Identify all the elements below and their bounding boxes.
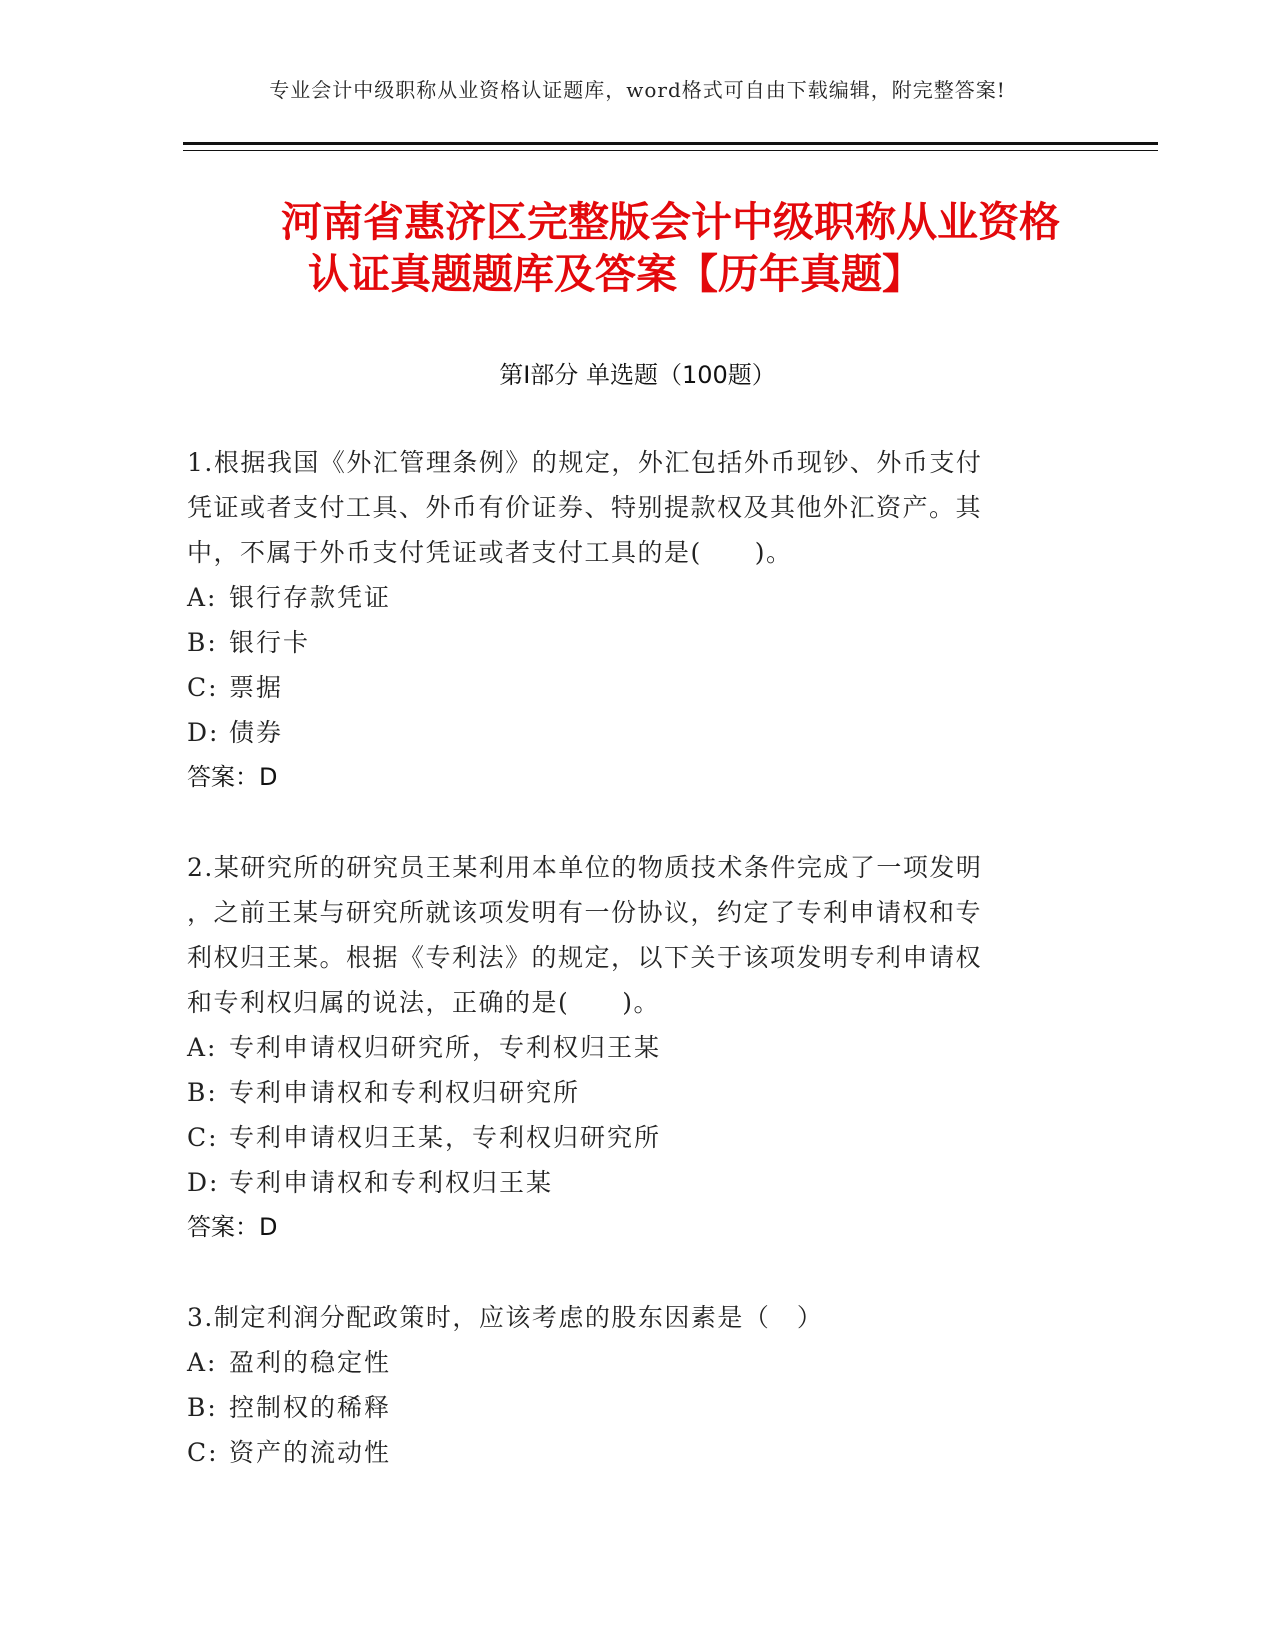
- option-text: 专利申请权和专利权归王某: [229, 1168, 554, 1197]
- option-letter: A:: [187, 1348, 218, 1377]
- option-letter: C:: [187, 1123, 219, 1152]
- question-2-line-4: 和专利权归属的说法，正确的是( )。: [187, 988, 661, 1017]
- question-1: [187, 440, 1067, 800]
- question-2-option-a: [187, 1025, 1067, 1070]
- option-letter: B:: [187, 1393, 218, 1422]
- header-rule-thick: [183, 142, 1158, 145]
- question-1-option-c: [187, 665, 1067, 710]
- option-text: 专利申请权归研究所，专利权归王某: [229, 1033, 662, 1062]
- question-3: [187, 1295, 1067, 1475]
- question-1-line-2: 凭证或者支付工具、外币有价证券、特别提款权及其他外汇资产。其: [187, 493, 983, 522]
- question-2-line-2: ，之前王某与研究所就该项发明有一份协议，约定了专利申请权和专: [187, 898, 983, 927]
- question-1-line-3: 中，不属于外币支付凭证或者支付工具的是( )。: [187, 538, 793, 567]
- question-1-line-1: 1.根据我国《外汇管理条例》的规定，外汇包括外币现钞、外币支付: [187, 448, 983, 477]
- option-text: 债券: [229, 718, 284, 747]
- option-letter: B:: [187, 628, 218, 657]
- document-title: [183, 196, 1158, 300]
- option-text: 专利申请权归王某，专利权归研究所: [229, 1123, 662, 1152]
- option-letter: B:: [187, 1078, 218, 1107]
- spacer: [187, 800, 1067, 845]
- question-3-line-1: 3.制定利润分配政策时，应该考虑的股东因素是（ ）: [187, 1303, 824, 1332]
- question-2-answer: 答案：D: [187, 1213, 278, 1241]
- option-text: 盈利的稳定性: [229, 1348, 392, 1377]
- option-text: 资产的流动性: [229, 1438, 392, 1467]
- title-line-2: 认证真题题库及答案【历年真题】: [308, 250, 923, 298]
- question-2-line-3: 利权归王某。根据《专利法》的规定，以下关于该项发明专利申请权: [187, 943, 983, 972]
- option-letter: A:: [187, 583, 218, 612]
- option-letter: D:: [187, 1168, 220, 1197]
- question-3-option-b: [187, 1385, 1067, 1430]
- spacer: [187, 1250, 1067, 1295]
- question-1-option-b: [187, 620, 1067, 665]
- question-2-option-c: [187, 1115, 1067, 1160]
- option-letter: C:: [187, 1438, 219, 1467]
- option-text: 控制权的稀释: [229, 1393, 392, 1422]
- question-2-option-b: [187, 1070, 1067, 1115]
- option-letter: C:: [187, 673, 219, 702]
- header-note: 专业会计中级职称从业资格认证题库，word格式可自由下载编辑，附完整答案!: [269, 78, 1006, 102]
- option-text: 银行存款凭证: [229, 583, 392, 612]
- title-line-1: 河南省惠济区完整版会计中级职称从业资格: [281, 198, 1060, 246]
- question-2: [187, 845, 1067, 1250]
- option-text: 银行卡: [229, 628, 311, 657]
- option-text: 专利申请权和专利权归研究所: [229, 1078, 581, 1107]
- question-2-option-d: [187, 1160, 1067, 1205]
- question-3-option-c: [187, 1430, 1067, 1475]
- question-3-option-a: [187, 1340, 1067, 1385]
- section-heading: 第Ⅰ部分 单选题（100题）: [499, 361, 776, 389]
- option-letter: D:: [187, 718, 220, 747]
- question-list: [187, 440, 1067, 1475]
- option-text: 票据: [229, 673, 284, 702]
- option-letter: A:: [187, 1033, 218, 1062]
- question-1-option-d: [187, 710, 1067, 755]
- question-1-answer: 答案：D: [187, 763, 278, 791]
- question-2-line-1: 2.某研究所的研究员王某利用本单位的物质技术条件完成了一项发明: [187, 853, 983, 882]
- header-rule-thin: [183, 150, 1158, 151]
- question-1-option-a: [187, 575, 1067, 620]
